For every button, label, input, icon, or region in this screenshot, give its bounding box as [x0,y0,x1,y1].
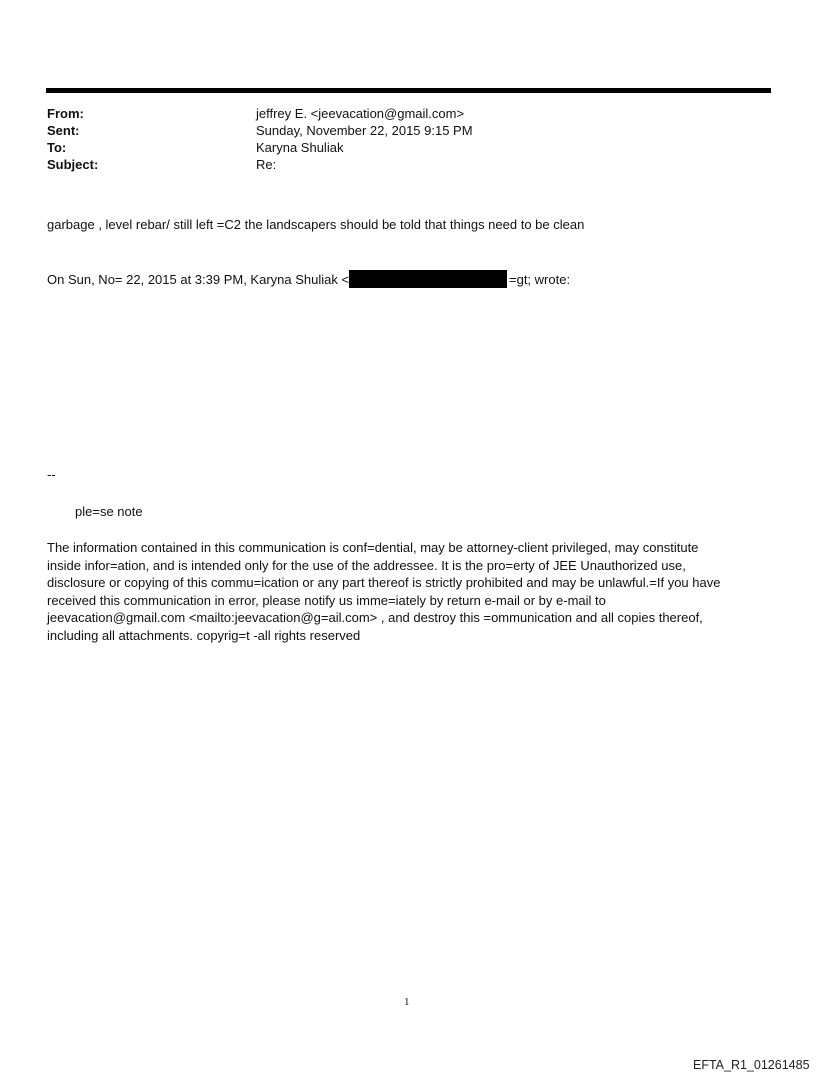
redaction-box [349,270,507,288]
from-value: jeffrey E. <jeevacation@gmail.com> [256,106,465,121]
document-id: EFTA_R1_01261485 [693,1058,810,1072]
disclaimer-line: received this communication in error, please notify us imme=iately by return e-mail or by e-mail to [47,592,606,608]
sent-value: Sunday, November 22, 2015 9:15 PM [256,123,473,138]
note-label: ple=se note [75,504,143,519]
sent-label: Sent: [47,123,80,138]
disclaimer-line: The information contained in this communication is conf=dential, may be attorney-client privileged, may constitute [47,540,699,555]
disclaimer-line: jeevacation@gmail.com <mailto:jeevacation@g=ail.com> , and destroy this =ommunication and all copies thereof, [47,610,703,626]
disclaimer-line: including all attachments. copyrig=t -all rights reserved [47,627,361,643]
to-label: To: [47,140,67,155]
disclaimer [47,539,777,645]
quote-header-prefix: On Sun, No= 22, 2015 at 3:39 PM, Karyna Shuliak < [47,272,350,287]
from-label: From: [47,106,84,121]
to-value: Karyna Shuliak [256,140,344,155]
subject-label: Subject: [47,157,99,172]
quote-header-suffix: =gt; wrote: [509,272,571,287]
page-number: 1 [404,996,410,1008]
subject-value: Re: [256,157,277,172]
message-body: garbage , level rebar/ still left =C2 the landscapers should be told that things need to be clean [47,217,585,232]
header-rule [46,88,771,93]
disclaimer-line: disclosure or copying of this commu=ication or any part thereof is strictly prohibited and may be unlawful.=If you have [47,575,721,591]
disclaimer-line: inside infor=ation, and is intended only for the use of the addressee. It is the pro=erty of JEE Unauthorized use, [47,557,686,573]
signature-separator: -- [47,467,56,482]
